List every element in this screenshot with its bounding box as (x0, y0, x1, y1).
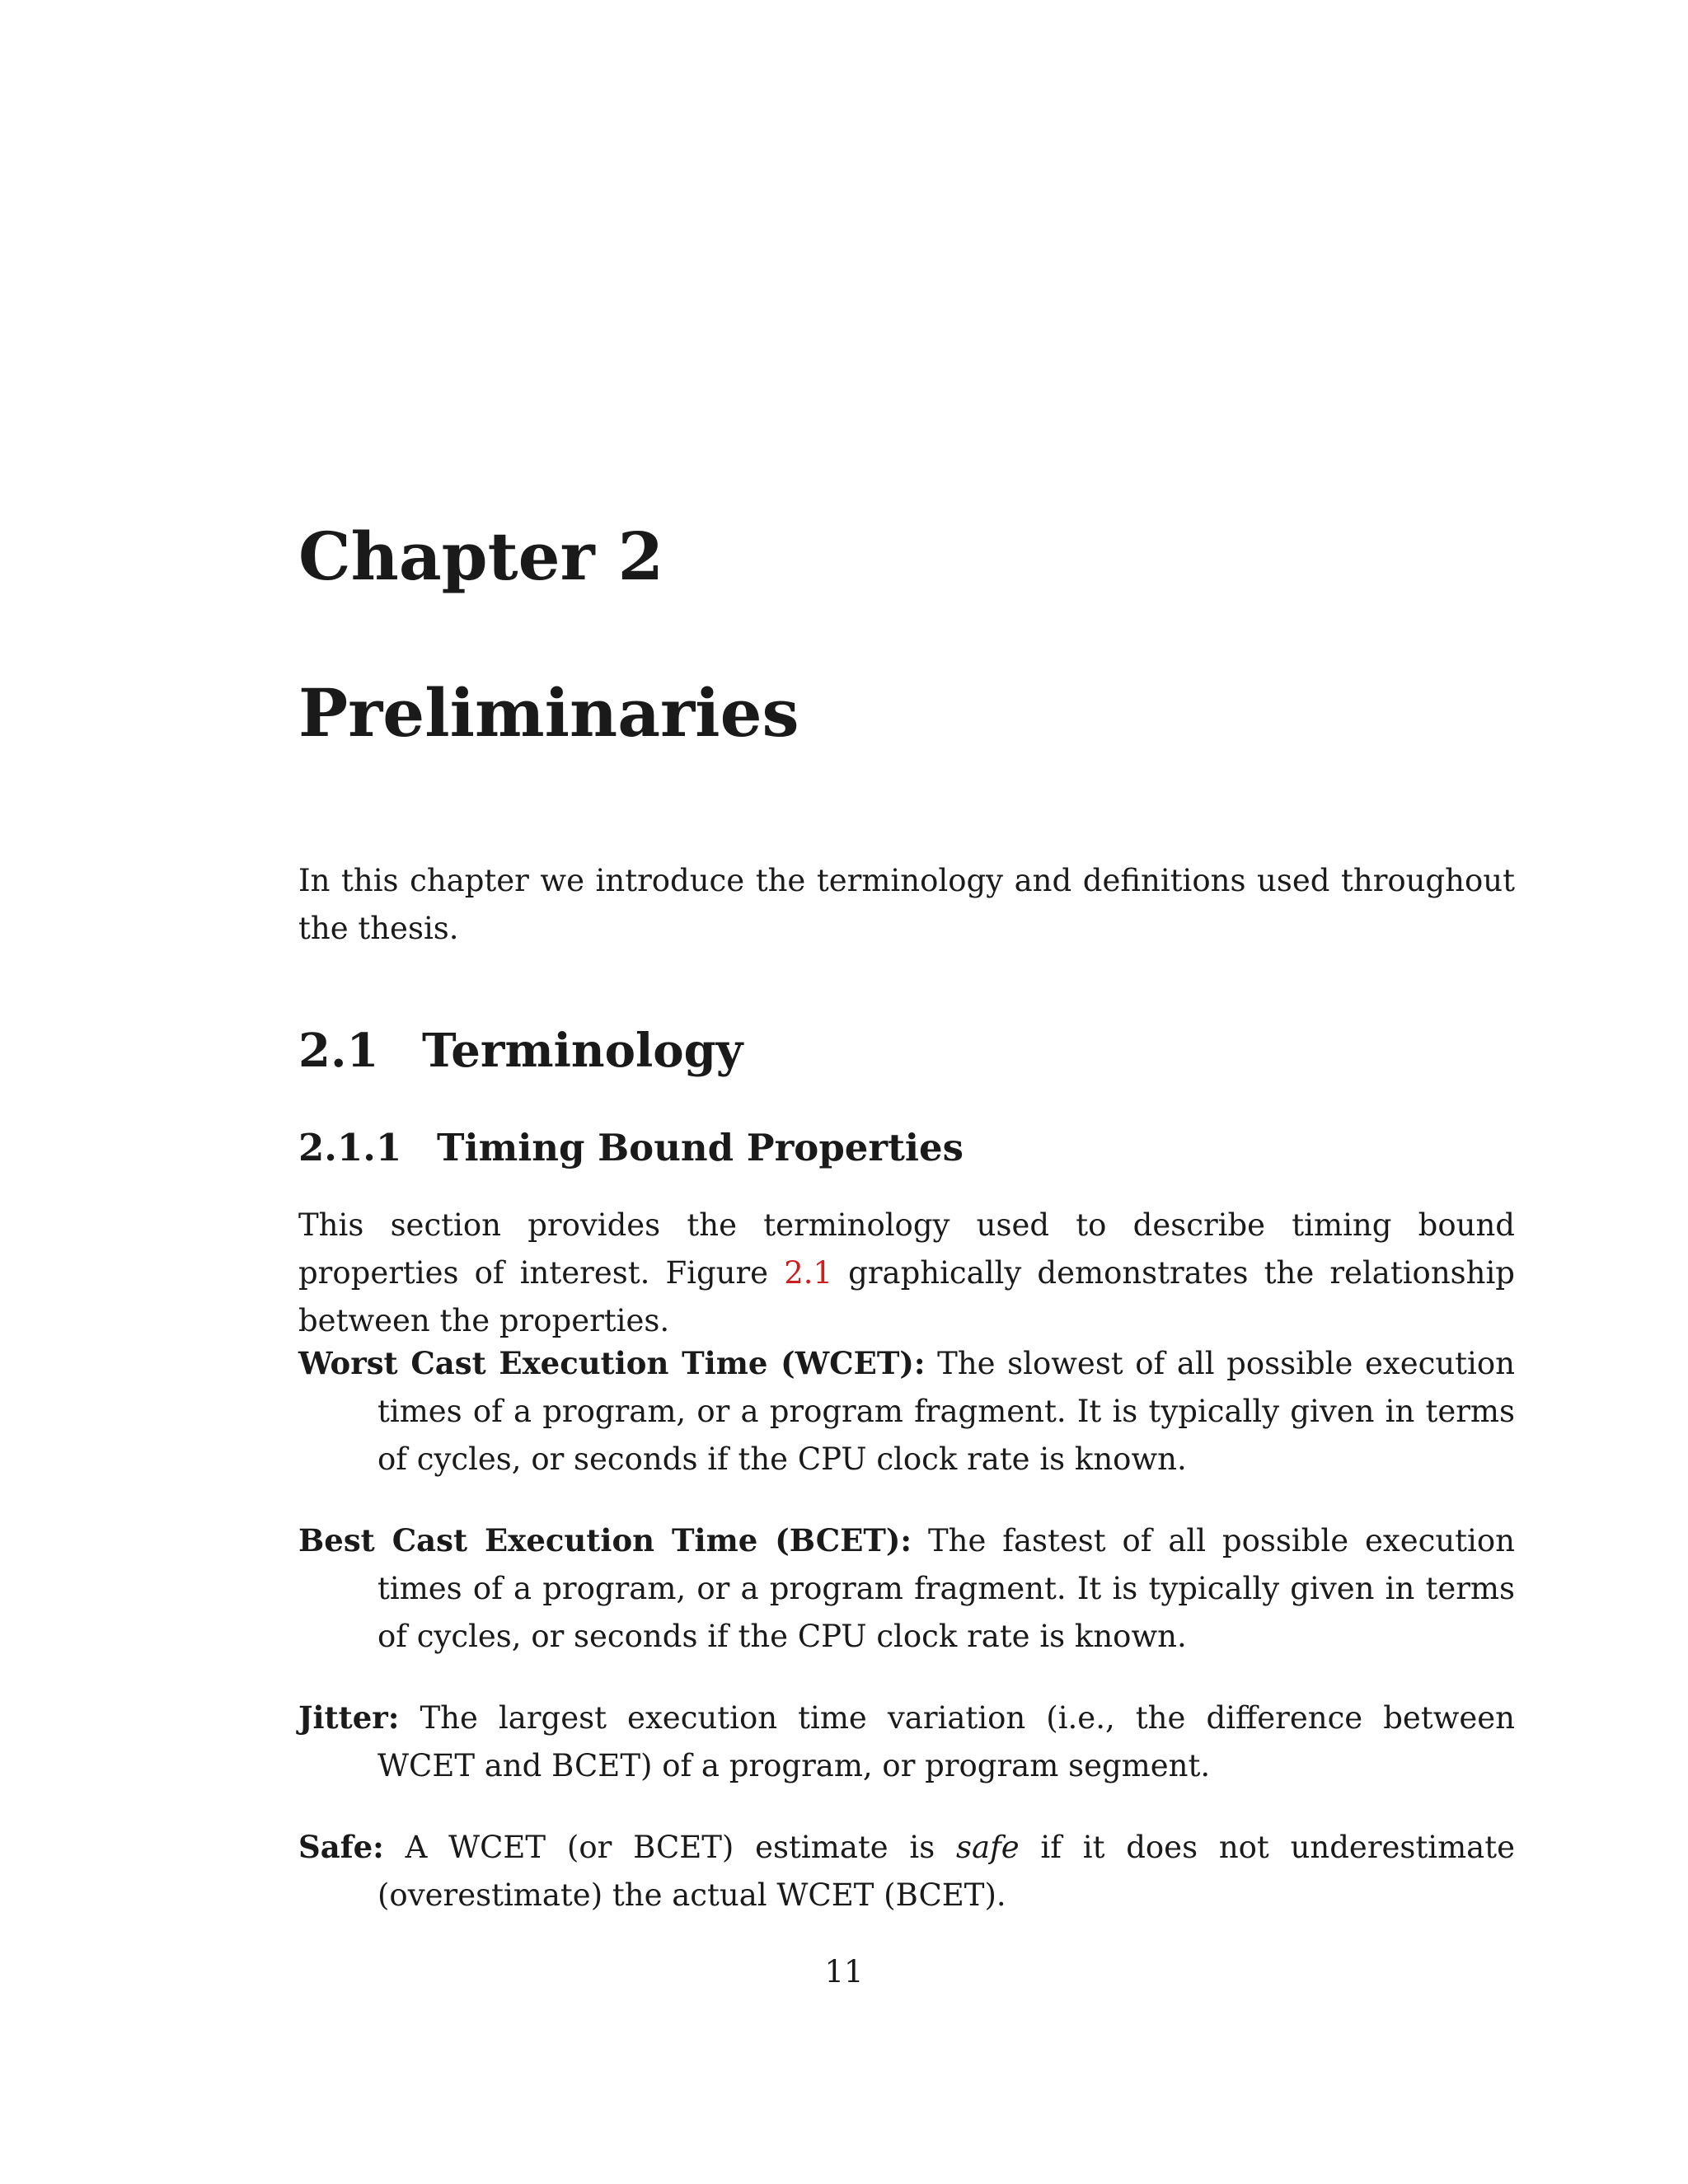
definition-text: The largest execution time variation (i.e., the difference between WCET and BCET) of a program, or program segment. (377, 1700, 1515, 1783)
paragraph-text-start: This section provides the terminology used to describe timing bound properties of interest. Figure (298, 1207, 1515, 1291)
definition-text-end: if it does not underestimate (overestimate) the actual WCET (BCET). (377, 1830, 1516, 1913)
chapter-label: Chapter 2 (298, 518, 664, 595)
section-heading (298, 1022, 1515, 1080)
definition-term: Best Cast Execution Time (BCET): (298, 1522, 912, 1558)
subsection-title: Timing Bound Properties (437, 1126, 964, 1169)
definition-text-start: A WCET (or BCET) estimate is (405, 1830, 957, 1865)
section-paragraph (298, 1202, 1515, 1345)
figure-reference-link[interactable]: 2.1 (784, 1255, 833, 1291)
section-number: 2.1 (298, 1024, 379, 1078)
definition-item-safe (298, 1823, 1515, 1919)
subsection-number: 2.1.1 (298, 1126, 402, 1169)
paragraph-text-end: graphically demonstrates the relationship between the properties. (298, 1255, 1515, 1338)
definition-emphasis: safe (956, 1830, 1020, 1865)
subsection-heading (298, 1125, 1515, 1171)
definition-item-bcet (298, 1516, 1515, 1661)
chapter-title: Preliminaries (298, 674, 799, 752)
definition-list (298, 1339, 1515, 1952)
definition-text: The slowest of all possible execution times of a program, or a program fragment. It is typically given in terms of cycles, or seconds if the CPU clock rate is known. (377, 1346, 1515, 1477)
definition-term: Worst Cast Execution Time (WCET): (298, 1345, 926, 1381)
definition-item-jitter (298, 1694, 1515, 1790)
definition-term: Safe: (298, 1829, 384, 1865)
chapter-intro: In this chapter we introduce the terminology and definitions used throughout the thesis. (298, 863, 1515, 946)
definition-text: The fastest of all possible execution times of a program, or a program fragment. It is typically given in terms of cycles, or seconds if the CPU clock rate is known. (377, 1523, 1515, 1654)
definition-item-wcet (298, 1339, 1515, 1483)
section-title: Terminology (422, 1024, 743, 1078)
definition-term: Jitter: (298, 1699, 400, 1736)
page-number: 11 (824, 1954, 864, 1990)
